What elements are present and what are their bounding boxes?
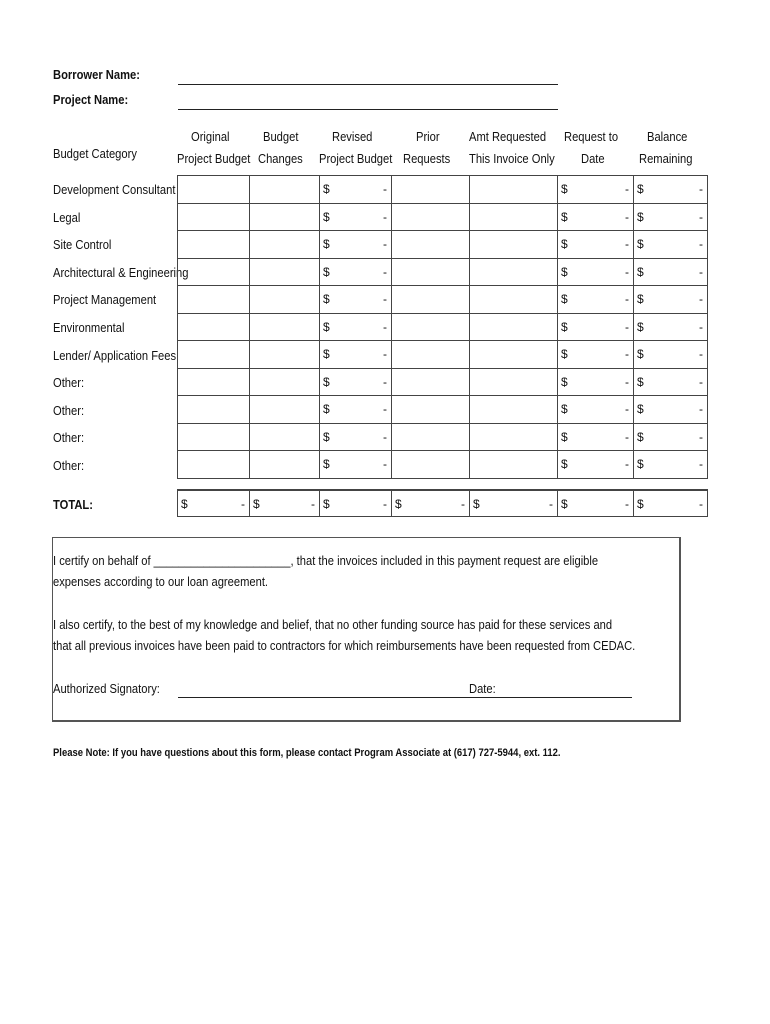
cell-amt[interactable] [470,176,558,204]
cell-todate[interactable] [558,203,634,231]
cell-value: - [383,237,387,252]
cell-value: - [383,374,387,389]
total-value: - [241,496,245,511]
cell-value: - [699,347,703,362]
certification-line-2: expenses according to our loan agreement. [53,574,269,589]
original-budget-header: Original Project Budget [177,129,251,166]
cell-changes[interactable] [250,451,320,479]
total-row [177,489,708,517]
cell-amt[interactable] [470,203,558,231]
budget-category-header: Budget Category [53,146,137,161]
currency-symbol: $ [561,292,568,307]
table-row [178,368,708,396]
prior-requests-header: Prior Requests [402,129,450,166]
certification-line-1: I certify on behalf of ______________________, that the invoices included in this payment request are eligible [53,553,599,568]
request-to-date-header: Request to Date [563,129,618,166]
cell-prior[interactable] [392,368,470,396]
cell-todate[interactable] [558,176,634,204]
cell-todate[interactable] [558,396,634,424]
cell-value: - [383,182,387,197]
currency-symbol: $ [637,374,644,389]
currency-symbol: $ [561,496,568,511]
cell-todate[interactable] [558,286,634,314]
cell-revised[interactable] [320,313,392,341]
cell-value: - [625,182,629,197]
cell-balance[interactable] [634,258,708,286]
cell-revised[interactable] [320,203,392,231]
cell-balance[interactable] [634,368,708,396]
total-value: - [461,496,465,511]
category-label: Site Control [53,237,112,253]
cell-prior[interactable] [392,258,470,286]
currency-symbol: $ [181,496,188,511]
cell-balance[interactable] [634,451,708,479]
currency-symbol: $ [323,402,330,417]
cell-value: - [699,457,703,472]
currency-symbol: $ [323,347,330,362]
cell-changes[interactable] [250,258,320,286]
cell-prior[interactable] [392,176,470,204]
cell-revised[interactable] [320,368,392,396]
total-cell[interactable] [470,490,558,517]
total-value: - [549,496,553,511]
cell-todate[interactable] [558,231,634,259]
cell-prior[interactable] [392,286,470,314]
cell-prior[interactable] [392,423,470,451]
cell-value: - [625,429,629,444]
category-label: Other: [53,458,85,473]
cell-amt[interactable] [470,451,558,479]
cell-value: - [699,209,703,224]
currency-symbol: $ [637,209,644,224]
cell-original[interactable] [178,341,250,369]
currency-symbol: $ [637,496,644,511]
date-label: Date: [469,681,496,696]
cell-revised[interactable] [320,341,392,369]
cell-value: - [625,292,629,307]
cell-value: - [625,402,629,417]
cell-amt[interactable] [470,396,558,424]
currency-symbol: $ [323,292,330,307]
table-row [178,203,708,231]
cell-prior[interactable] [392,451,470,479]
cell-changes[interactable] [250,423,320,451]
currency-symbol: $ [323,319,330,334]
cell-balance[interactable] [634,231,708,259]
cell-original[interactable] [178,176,250,204]
cell-original[interactable] [178,313,250,341]
cell-revised[interactable] [320,286,392,314]
currency-symbol: $ [637,292,644,307]
cell-original[interactable] [178,203,250,231]
cell-todate[interactable] [558,313,634,341]
certification-line-3: I also certify, to the best of my knowledge and belief, that no other funding source has paid for these services and [53,617,613,632]
cell-todate[interactable] [558,423,634,451]
currency-symbol: $ [637,457,644,472]
category-label: Architectural & Engineering [53,264,189,280]
cell-changes[interactable] [250,286,320,314]
certification-line-4: that all previous invoices have been paid to contractors for which reimbursements have been requested from CEDAC. [53,638,636,653]
currency-symbol: $ [637,319,644,334]
cell-value: - [383,209,387,224]
borrower-name-field[interactable] [178,84,558,85]
currency-symbol: $ [473,496,480,511]
cell-value: - [625,319,629,334]
cell-amt[interactable] [470,313,558,341]
table-row [178,396,708,424]
cell-value: - [699,402,703,417]
currency-symbol: $ [637,402,644,417]
cell-changes[interactable] [250,231,320,259]
cell-value: - [699,182,703,197]
currency-symbol: $ [323,457,330,472]
cell-value: - [383,319,387,334]
total-value: - [625,496,629,511]
cell-changes[interactable] [250,176,320,204]
cell-revised[interactable] [320,423,392,451]
total-cell[interactable] [634,490,708,517]
cell-balance[interactable] [634,423,708,451]
category-label: Other: [53,375,85,391]
cell-balance[interactable] [634,396,708,424]
table-row [178,286,708,314]
currency-symbol: $ [561,182,568,197]
currency-symbol: $ [323,374,330,389]
budget-table [177,175,708,479]
cell-changes[interactable] [250,313,320,341]
cell-value: - [383,264,387,279]
currency-symbol: $ [323,209,330,224]
currency-symbol: $ [323,237,330,252]
cell-balance[interactable] [634,176,708,204]
category-label: Lender/ Application Fees [53,347,177,363]
cell-value: - [699,319,703,334]
cell-amt[interactable] [470,286,558,314]
revised-budget-header: Revised Project Budget [319,129,393,166]
cell-changes[interactable] [250,203,320,231]
cell-value: - [383,429,387,444]
cell-amt[interactable] [470,258,558,286]
cell-changes[interactable] [250,368,320,396]
cell-balance[interactable] [634,286,708,314]
balance-remaining-header: Balance Remaining [638,129,693,166]
cell-prior[interactable] [392,313,470,341]
borrower-name-label: Borrower Name: [53,67,140,82]
table-row [178,451,708,479]
currency-symbol: $ [561,264,568,279]
project-name-field[interactable] [178,109,558,110]
currency-symbol: $ [637,347,644,362]
cell-prior[interactable] [392,341,470,369]
currency-symbol: $ [561,429,568,444]
currency-symbol: $ [323,496,330,511]
cell-value: - [625,347,629,362]
total-cell[interactable] [320,490,392,517]
cell-revised[interactable] [320,231,392,259]
currency-symbol: $ [561,374,568,389]
cell-amt[interactable] [470,423,558,451]
table-row [178,176,708,204]
cell-value: - [699,292,703,307]
currency-symbol: $ [561,457,568,472]
cell-original[interactable] [178,396,250,424]
currency-symbol: $ [395,496,402,511]
cell-todate[interactable] [558,258,634,286]
currency-symbol: $ [323,264,330,279]
category-label: Project Management [53,292,157,308]
category-label: Development Consultant [53,182,176,197]
cell-prior[interactable] [392,396,470,424]
cell-revised[interactable] [320,258,392,286]
cell-changes[interactable] [250,341,320,369]
cell-prior[interactable] [392,203,470,231]
authorized-signatory-label: Authorized Signatory: [53,681,160,696]
total-cell[interactable] [392,490,470,517]
cell-balance[interactable] [634,341,708,369]
total-label: TOTAL: [53,497,93,512]
table-row [178,231,708,259]
table-row [178,258,708,286]
cell-value: - [625,237,629,252]
category-label: Environmental [53,320,125,335]
signature-field[interactable] [178,697,632,698]
cell-value: - [625,374,629,389]
cell-value: - [383,292,387,307]
cell-original[interactable] [178,423,250,451]
cell-balance[interactable] [634,203,708,231]
total-value: - [699,496,703,511]
currency-symbol: $ [253,496,260,511]
total-cell[interactable] [250,490,320,517]
currency-symbol: $ [561,237,568,252]
currency-symbol: $ [637,237,644,252]
currency-symbol: $ [637,182,644,197]
cell-revised[interactable] [320,451,392,479]
cell-todate[interactable] [558,451,634,479]
cell-amt[interactable] [470,231,558,259]
budget-changes-header: Budget Changes [257,129,303,166]
currency-symbol: $ [323,429,330,444]
table-row [178,423,708,451]
project-name-label: Project Name: [53,92,129,107]
cell-original[interactable] [178,258,250,286]
total-value: - [311,496,315,511]
category-label: Other: [53,430,85,446]
total-value: - [383,496,387,511]
cell-value: - [699,264,703,279]
cell-value: - [383,457,387,472]
cell-revised[interactable] [320,396,392,424]
amt-requested-header: Amt Requested This Invoice Only [469,129,555,166]
total-cell[interactable] [178,490,250,517]
cell-value: - [625,209,629,224]
cell-value: - [625,457,629,472]
currency-symbol: $ [637,429,644,444]
cell-value: - [699,374,703,389]
cell-value: - [625,264,629,279]
cell-value: - [699,429,703,444]
currency-symbol: $ [561,209,568,224]
table-row [178,341,708,369]
cell-value: - [383,402,387,417]
cell-prior[interactable] [392,231,470,259]
cell-original[interactable] [178,231,250,259]
currency-symbol: $ [561,402,568,417]
category-label: Legal [53,209,81,225]
cell-amt[interactable] [470,368,558,396]
currency-symbol: $ [323,182,330,197]
currency-symbol: $ [561,319,568,334]
currency-symbol: $ [561,347,568,362]
cell-changes[interactable] [250,396,320,424]
cell-value: - [383,347,387,362]
total-cell[interactable] [558,490,634,517]
cell-original[interactable] [178,451,250,479]
cell-balance[interactable] [634,313,708,341]
table-row [178,313,708,341]
cell-original[interactable] [178,368,250,396]
currency-symbol: $ [637,264,644,279]
contact-note: Please Note: If you have questions about this form, please contact Program Associate at (617) 727-5944, ext. 112. [53,747,561,759]
cell-revised[interactable] [320,176,392,204]
category-label: Other: [53,402,85,418]
cell-value: - [699,237,703,252]
cell-todate[interactable] [558,368,634,396]
cell-amt[interactable] [470,341,558,369]
cell-todate[interactable] [558,341,634,369]
cell-original[interactable] [178,286,250,314]
